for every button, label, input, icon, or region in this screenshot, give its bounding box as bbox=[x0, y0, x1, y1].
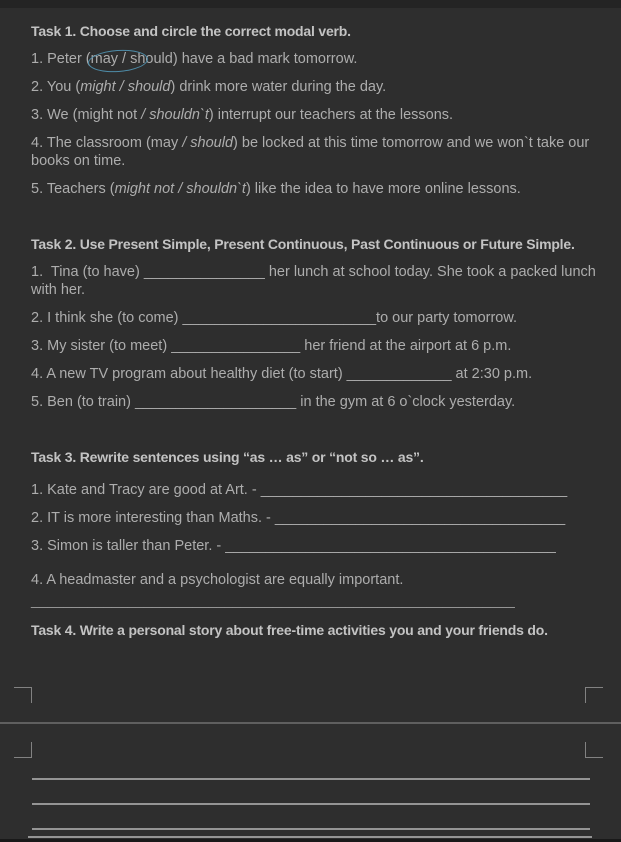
item-text: 3. My sister (to meet) ________________ her friend at the airport at 6 p.m. bbox=[31, 337, 512, 354]
item-text: ) like the idea to have more online lessons. bbox=[245, 180, 521, 197]
item-text: 4. A headmaster and a psychologist are equally important. bbox=[31, 571, 404, 588]
item-text: ____________________________________________________________ bbox=[31, 593, 515, 609]
item-text: 4. A new TV program about healthy diet (to start) _____________ at 2:30 p.m. bbox=[31, 365, 533, 382]
writing-line bbox=[28, 836, 592, 838]
task1-item-5 bbox=[31, 181, 601, 199]
item-text: ) be locked at this time tomorrow and we won`t take our books on time. bbox=[31, 135, 594, 169]
task3-item-4 bbox=[31, 572, 601, 590]
writing-line bbox=[32, 778, 590, 780]
item-text: 2. I think she (to come) ________________________to our party tomorrow. bbox=[31, 309, 518, 326]
crop-mark-page2-top-right bbox=[585, 742, 603, 758]
task1-title: Task 1. Choose and circle the correct modal verb. bbox=[31, 23, 351, 39]
item-text: 2. You ( bbox=[31, 79, 81, 95]
item-text: 5. Teachers ( bbox=[31, 180, 115, 197]
task2-item-5 bbox=[31, 394, 601, 412]
item-text-italic: might not / shouldn`t bbox=[114, 180, 246, 197]
crop-mark-page1-bottom-left bbox=[14, 687, 32, 703]
item-text: 5. Ben (to train) ____________________ in the gym at 6 o`clock yesterday. bbox=[31, 393, 516, 410]
task1-item-1 bbox=[31, 51, 601, 69]
crop-mark-page1-bottom-right bbox=[585, 687, 603, 703]
item-text: 3. Simon is taller than Peter. - _________________________________________ bbox=[31, 537, 556, 554]
item-text-italic: / should bbox=[182, 135, 234, 151]
item-text-italic: / shouldn`t bbox=[141, 107, 209, 123]
task1-item-3 bbox=[31, 107, 601, 125]
writing-line bbox=[32, 828, 590, 830]
item-text: 2. IT is more interesting than Maths. - ____________________________________ bbox=[31, 509, 566, 526]
task4-title: Task 4. Write a personal story about free-time activities you and your friends do. bbox=[31, 621, 548, 638]
item-text: 1. Tina (to have) _______________ her lunch at school today. She took a packed lunch with her. bbox=[31, 264, 600, 298]
task2-item-4 bbox=[31, 366, 601, 384]
item-text: 3. We (might not bbox=[31, 107, 142, 123]
task1-item-2 bbox=[31, 79, 601, 97]
task2-item-3 bbox=[31, 338, 601, 356]
item-text: 1. Peter (may / should) have a bad mark tomorrow. bbox=[31, 51, 358, 67]
item-text: 1. Kate and Tracy are good at Art. - ______________________________________ bbox=[31, 481, 568, 498]
item-text: ) drink more water during the day. bbox=[170, 79, 387, 95]
task3-item-2 bbox=[31, 510, 601, 528]
task3-answer-blank-line bbox=[31, 593, 601, 611]
task3-item-3 bbox=[31, 538, 601, 556]
item-text: ) interrupt our teachers at the lessons. bbox=[208, 107, 454, 123]
task3-item-1 bbox=[31, 482, 601, 500]
item-text-italic: might / should bbox=[80, 79, 171, 95]
task1-item-4 bbox=[31, 135, 601, 170]
task2-item-2 bbox=[31, 310, 601, 328]
task2-title: Task 2. Use Present Simple, Present Continuous, Past Continuous or Future Simple. bbox=[31, 236, 575, 252]
crop-mark-page2-top-left bbox=[14, 742, 32, 758]
item-text: 4. The classroom (may bbox=[31, 135, 183, 151]
page-gap-separator bbox=[0, 722, 621, 724]
task3-title: Task 3. Rewrite sentences using “as … as” or “not so … as”. bbox=[31, 449, 424, 465]
writing-line bbox=[32, 803, 590, 805]
task2-item-1 bbox=[31, 264, 601, 299]
